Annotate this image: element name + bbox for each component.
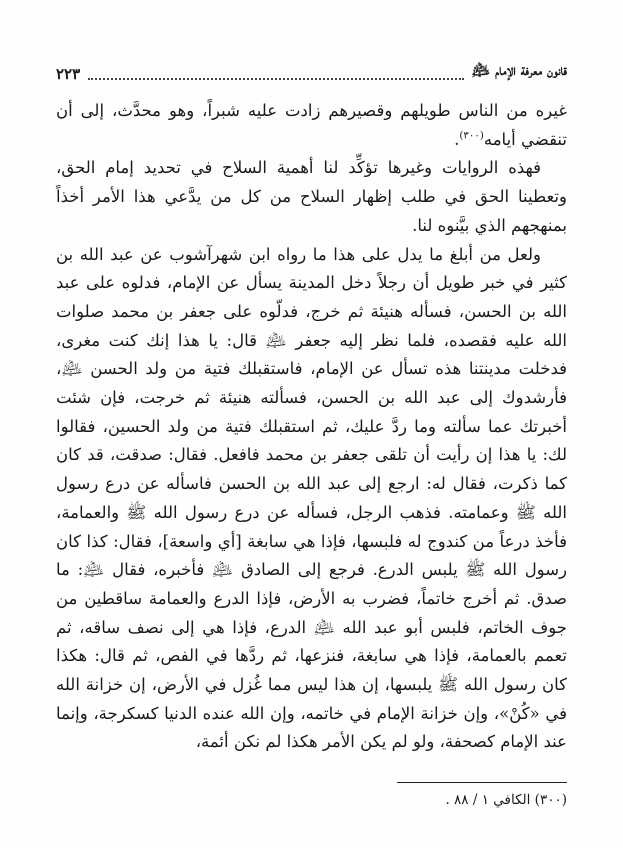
dotted-leader (88, 67, 463, 80)
running-title: قانون معرفة الإمام ﵇ (471, 62, 567, 79)
footnote-separator (397, 782, 567, 783)
paragraph: فهذه الروايات وغيرها تؤكِّد لنا أهمية السلاح في تحديد إمام الحق، وتعطينا الحق في طلب إظهار السلاح من كل من يدَّعي هذا الأمر أخذاً بمنهجهم الذي بيَّنوه لنا. (56, 158, 567, 235)
paragraph-suffix: . (454, 129, 460, 149)
page-header (56, 62, 567, 83)
paragraph: ولعل من أبلغ ما يدل على هذا ما رواه ابن شهرآشوب عن عبد الله بن كثير في خبر طويل أن رجلاً دخل المدينة يسأل عن الإمام، فدلوه على عبد الله بن الحسن، فسأله هنيئة ثم خرج، فدلّوه على جعفر بن محمد صلوات الله عليه فقصده، فلما نظر إليه جعفر ﵇ قال: يا هذا إنك كنت مغرى، فدخلت مدينتنا هذه تسأل عن الإمام، فاستقبلك فتية من ولد الحسن ﵇، فأرشدوك إلى عبد الله بن الحسن، فسألته هنيئة ثم خرجت، فإن شئت أخبرتك عما سألته وما ردَّ عليك، ثم استقبلك فتية من ولد الحسين، فقالوا لك: يا هذا إن رأيت أن تلقى جعفر بن محمد فافعل. فقال: صدقت، قد كان كما ذكرت، فقال له: ارجع إلى عبد الله بن الحسن فاسأله عن درع رسول الله ﷺ وعمامته. فذهب الرجل، فسأله عن درع رسول الله ﷺ والعمامة، فأخذ درعاً من كندوج له فلبسها، فإذا هي سابغة [أي واسعة]، فقال: كذا كان رسول الله ﷺ يلبس الدرع. فرجع إلى الصادق ﵇ فأخبره، فقال ﵇: ما صدق. ثم أخرج خاتماً، فضرب به الأرض، فإذا الدرع والعمامة ساقطين من جوف الخاتم، فلبس أبو عبد الله ﵇ الدرع، فإذا هي إلى نصف ساقه، ثم تعمم بالعمامة، فإذا هي سابغة، فنزعها، ثم ردَّها في الفص، ثم قال: هكذا كان رسول الله ﷺ يلبسها، إن هذا ليس مما غُزل في الأرض، إن خزانة الله في «كُنْ»، وإن خزانة الإمام في خاتمه، وإن الله عنده الدنيا كسكرجة، وإنما عند الإمام كصحفة، ولو لم يكن الأمر هكذا لم نكن أئمة، (56, 244, 567, 752)
footnote-text: (٣٠٠) الكافي ١ / ٨٨ . (445, 791, 567, 808)
footnote-area (56, 782, 567, 810)
paragraph-continuation (56, 97, 567, 154)
footnote-marker: (٣٠٠) (459, 130, 484, 142)
paragraph-text: غيره من الناس طويلهم وقصيرهم زادت عليه شبراً، وهو محدَّث، إلى أن تنقضي أيامه (56, 101, 567, 149)
body-text (56, 97, 567, 757)
page-number: ٢٢٣ (56, 65, 81, 83)
